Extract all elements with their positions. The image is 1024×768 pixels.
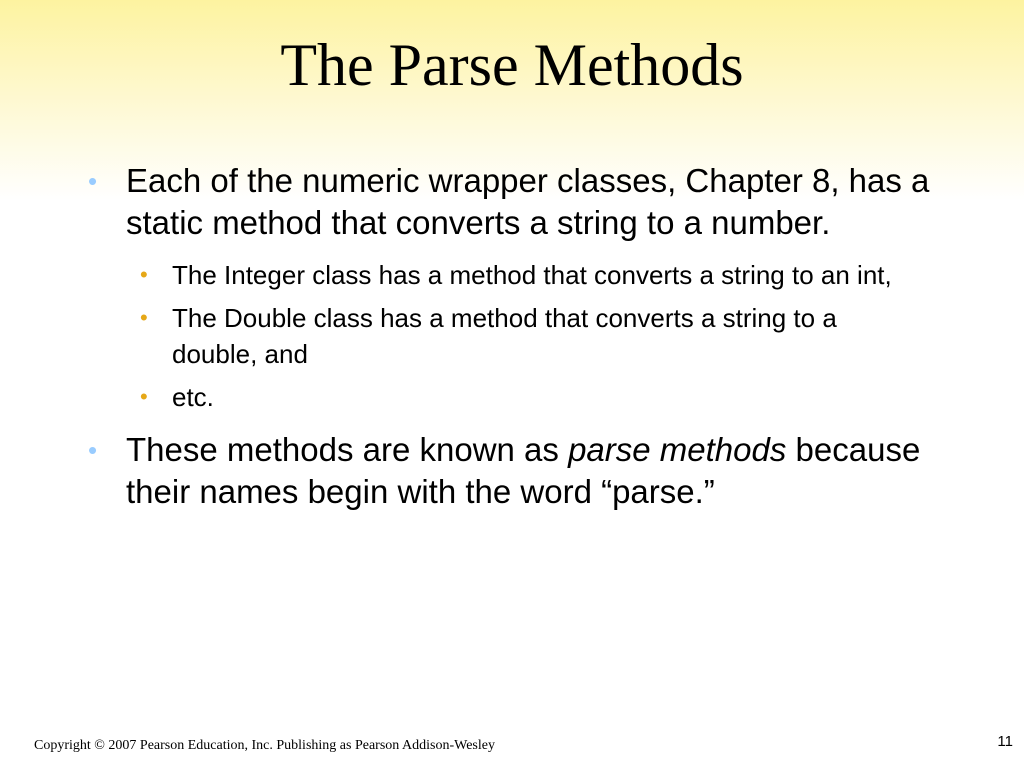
bullet-parse-methods	[88, 429, 936, 513]
page-number: 11	[997, 733, 1013, 750]
bullet-marker: •	[88, 435, 98, 465]
bullet-text: Each of the numeric wrapper classes, Chapter 8, has a static method that converts a string to a number.	[126, 162, 930, 241]
sub-bullet-marker: •	[140, 305, 148, 330]
sub-bullet-double	[140, 300, 912, 372]
parse-methods-term: parse methods	[568, 431, 787, 468]
slide-content	[0, 160, 1024, 513]
sub-bullet-marker: •	[140, 262, 148, 287]
bullet-wrapper-classes	[88, 160, 936, 244]
slide-title: The Parse Methods	[280, 32, 744, 98]
sub-bullet-text: The Integer class has a method that converts a string to an int,	[172, 260, 892, 290]
bullet-text-after: because their names begin with the word “parse.”	[126, 431, 921, 510]
bullet-marker: •	[88, 166, 98, 196]
sub-bullet-etc	[140, 379, 912, 415]
sub-bullet-text: etc.	[172, 382, 214, 412]
bullet-text-before: These methods are known as	[126, 431, 569, 468]
sub-bullet-marker: •	[140, 384, 148, 409]
sub-bullet-integer	[140, 257, 912, 293]
sub-bullet-list	[0, 257, 1024, 415]
sub-bullet-text: The Double class has a method that converts a string to a double, and	[172, 303, 837, 369]
footer-copyright: Copyright © 2007 Pearson Education, Inc. Publishing as Pearson Addison-Wesley	[34, 738, 495, 753]
